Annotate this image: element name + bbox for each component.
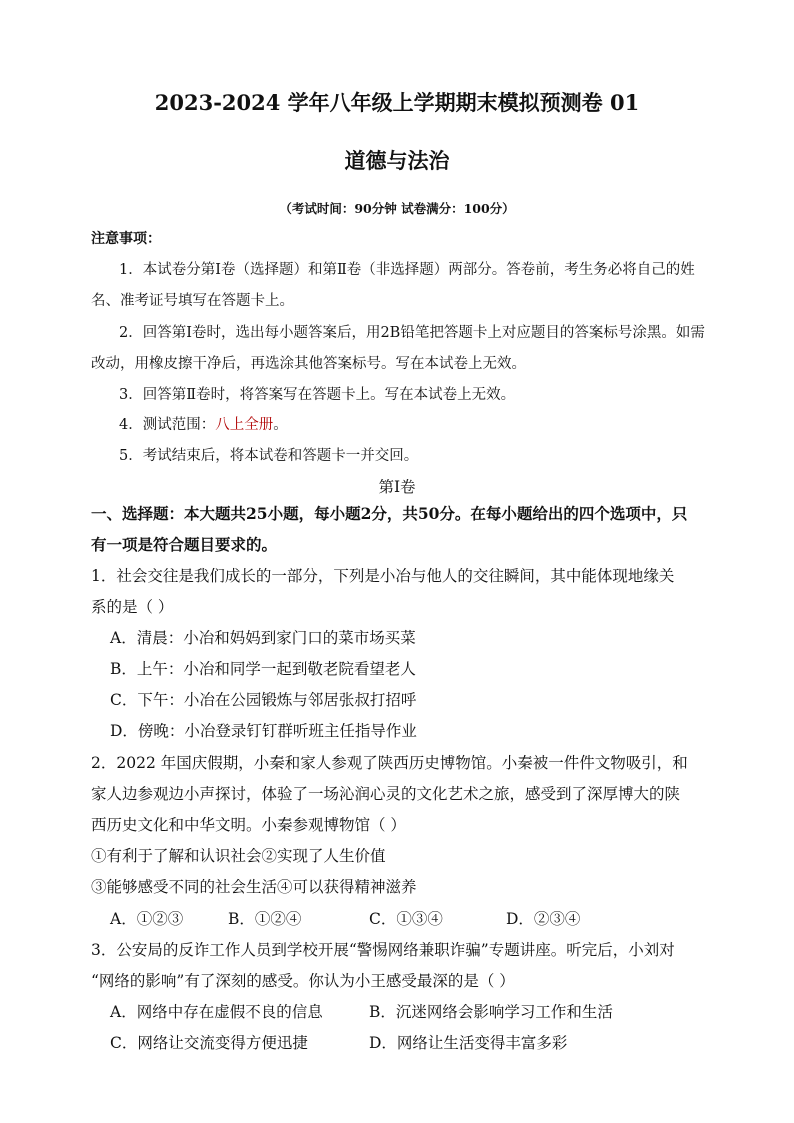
q2-option-d: D．②③④ (506, 910, 581, 928)
q2-option-a: A．①②③ (110, 910, 184, 928)
q1-option-c: C．下午：小冶在公园锻炼与邻居张叔打招呼 (110, 691, 417, 709)
notes-heading: 注意事项： (91, 231, 161, 247)
q2-stem-line-2: 家人边参观边小声探讨，体验了一场沁润心灵的文化艺术之旅，感受到了深厚博大的陕 (91, 785, 681, 803)
q2-statement-1: ①有利于了解和认识社会②实现了人生价值 (91, 847, 386, 865)
exam-info: （考试时间：90分钟 试卷满分：100分） (279, 201, 515, 216)
part1-instruction-line-2: 有一项是符合题目要求的。 (91, 535, 278, 554)
q3-option-c: C．网络让交流变得方便迅捷 (110, 1034, 308, 1052)
q1-option-d: D．傍晚：小冶登录钉钉群听班主任指导作业 (110, 722, 417, 740)
note-1-line-1: 1．本试卷分第Ⅰ卷（选择题）和第Ⅱ卷（非选择题）两部分。答卷前，考生务必将自己的姓 (119, 262, 695, 278)
q2-option-b: B．①②④ (228, 910, 302, 928)
part1-instruction-line-1: 一、选择题：本大题共25小题，每小题2分，共50分。在每小题给出的四个选项中，只 (91, 504, 688, 523)
q3-stem-line-1: 3．公安局的反诈工作人员到学校开展“警惕网络兼职诈骗”专题讲座。听完后，小刘对 (91, 941, 675, 959)
subject-title: 道德与法治 (344, 148, 450, 173)
q2-statement-2: ③能够感受不同的社会生活④可以获得精神滋养 (91, 878, 417, 896)
note-4 (119, 415, 288, 435)
q1-option-b: B．上午：小冶和同学一起到敬老院看望老人 (110, 660, 416, 678)
q3-option-d: D．网络让生活变得丰富多彩 (369, 1034, 568, 1052)
note-4-prefix: 4．测试范围： (119, 417, 216, 433)
q1-option-a: A．清晨：小冶和妈妈到家门口的菜市场买菜 (110, 629, 416, 647)
note-4-scope: 八上全册 (215, 417, 274, 433)
note-3: 3．回答第Ⅱ卷时，将答案写在答题卡上。写在本试卷上无效。 (119, 387, 516, 403)
q3-option-b: B．沉迷网络会影响学习工作和生活 (369, 1003, 613, 1021)
q3-option-a: A．网络中存在虚假不良的信息 (110, 1003, 323, 1021)
note-2-line-2: 改动，用橡皮擦干净后，再选涂其他答案标号。写在本试卷上无效。 (91, 356, 526, 372)
q2-stem-line-1: 2．2022 年国庆假期，小秦和家人参观了陕西历史博物馆。小秦被一件件文物吸引，和 (91, 754, 688, 772)
section-title: 第Ⅰ卷 (378, 478, 416, 496)
q3-stem-line-2: “网络的影响”有了深刻的感受。你认为小王感受最深的是（ ） (91, 972, 515, 990)
q1-stem-line-1: 1．社会交往是我们成长的一部分，下列是小冶与他人的交往瞬间，其中能体现地缘关 (91, 567, 675, 585)
note-4-suffix: 。 (273, 417, 288, 433)
note-1-line-2: 名、准考证号填写在答题卡上。 (91, 293, 294, 309)
q1-stem-line-2: 系的是（ ） (91, 598, 174, 616)
q2-stem-line-3: 西历史文化和中华文明。小秦参观博物馆（ ） (91, 816, 406, 834)
note-2-line-1: 2．回答第Ⅰ卷时，选出每小题答案后，用2B铅笔把答题卡上对应题目的答案标号涂黑。如需 (119, 325, 705, 341)
exam-title: 2023-2024 学年八年级上学期期末模拟预测卷 01 (154, 90, 640, 115)
note-5: 5．考试结束后，将本试卷和答题卡一并交回。 (119, 448, 419, 464)
q2-option-c: C．①③④ (369, 910, 443, 928)
